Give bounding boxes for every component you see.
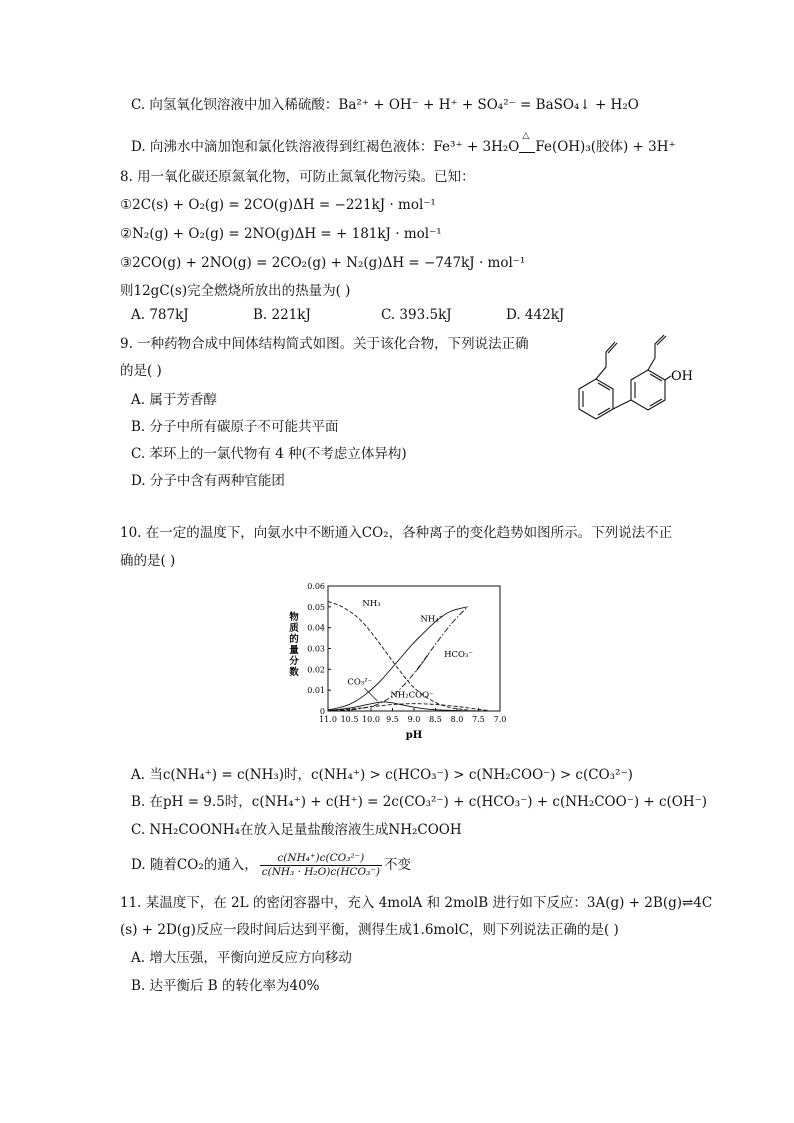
q8-option-b: B. 221kJ: [253, 307, 311, 323]
q7-option-d-text: D. 向沸水中滴加饱和氯化铁溶液得到红褐色液体：Fe³⁺ + 3H₂O: [131, 139, 520, 155]
q11-option-b: B. 达平衡后 B 的转化率为40%: [131, 978, 320, 994]
q10-option-d-text: D. 随着CO₂的通入，: [131, 857, 258, 873]
y-tick-label: 0.01: [307, 686, 325, 696]
q9-option-d: D. 分子中含有两种官能团: [131, 473, 285, 489]
x-tick-label: 7.0: [493, 715, 507, 724]
q8-options: [131, 307, 671, 327]
q9-option-a: A. 属于芳香醇: [131, 392, 217, 408]
q10-chart: [280, 578, 510, 743]
q8-eq1: ①2C(s) + O₂(g) = 2CO(g)ΔH = −221kJ · mol⁻¹: [120, 197, 436, 213]
y-tick-label: 0.02: [307, 665, 325, 675]
fraction-numerator: c(NH₄⁺)c(CO₃²⁻): [260, 852, 382, 866]
q7-heat-arrow: [519, 131, 535, 153]
x-tick-label: 8.5: [429, 715, 442, 724]
x-tick-label: 7.5: [472, 715, 485, 724]
series-label: NH₄⁺: [420, 614, 444, 625]
series-label: CO₃²⁻: [347, 677, 373, 688]
fraction-denominator: c(NH₃ · H₂O)c(HCO₃⁻): [261, 866, 380, 878]
q8-question: 则12gC(s)完全燃烧所放出的热量为( ): [120, 283, 351, 299]
q9-stem-1: 9. 一种药物合成中间体结构简式如图。关于该化合物，下列说法正确: [120, 336, 529, 352]
q10-option-b: B. 在pH = 9.5时，c(NH₄⁺) + c(H⁺) = 2c(CO₃²⁻) + c(HCO₃⁻) + c(NH₂COO⁻) + c(OH⁻): [131, 794, 708, 810]
q8-option-c: C. 393.5kJ: [381, 307, 452, 323]
benzene-ring-left: [579, 379, 613, 419]
y-tick-label: 0.06: [307, 582, 325, 591]
q8-eq2: ②N₂(g) + O₂(g) = 2NO(g)ΔH = + 181kJ · mol⁻¹: [120, 226, 442, 242]
x-tick-label: 9.0: [407, 715, 421, 724]
q7-option-d: [131, 131, 676, 157]
q11-stem-1: 11. 某温度下，在 2L 的密闭容器中，充入 4molA 和 2molB 进行如下反应：3A(g) + 2B(g)⇌4C: [120, 895, 713, 911]
hydroxyl-label: OH: [671, 369, 693, 384]
y-tick-label: 0.05: [307, 602, 325, 612]
series-label: NH₂COO⁻: [390, 690, 434, 701]
q10-stem-1: 10. 在一定的温度下，向氨水中不断通入CO₂，各种离子的变化趋势如图所示。下列说法不正: [120, 525, 673, 541]
q8-stem: 8. 用一氧化碳还原氮氧化物，可防止氮氧化物污染。已知：: [120, 169, 475, 185]
y-tick-label: 0.03: [307, 644, 325, 654]
label-leader: [416, 654, 429, 672]
y-axis-label: 物质的量分数: [289, 612, 299, 678]
x-tick-label: 11.0: [319, 715, 337, 724]
q10-fraction: [260, 852, 382, 879]
q8-option-d: D. 442kJ: [506, 307, 565, 323]
q7-option-c: C. 向氢氧化钡溶液中加入稀硫酸：Ba²⁺ + OH⁻ + H⁺ + SO₄²⁻ = BaSO₄↓ + H₂O: [131, 97, 639, 113]
series-label: HCO₃⁻: [444, 649, 473, 660]
q8-eq3: ③2CO(g) + 2NO(g) = 2CO₂(g) + N₂(g)ΔH = −747kJ · mol⁻¹: [120, 255, 526, 271]
series-label: NH₃: [362, 598, 381, 609]
q10-option-d-end: 不变: [383, 857, 411, 873]
q9-structure-diagram: [565, 330, 705, 430]
q11-stem-2: (s) + 2D(g)反应一段时间后达到平衡，测得生成1.6molC，则下列说法正确的是( ): [120, 922, 619, 938]
q10-option-c: C. NH₂COONH₄在放入足量盐酸溶液生成NH₂COOH: [131, 822, 462, 838]
q7-option-d-product: Fe(OH)₃(胶体) + 3H⁺: [535, 139, 676, 155]
q9-stem-2: 的是( ): [120, 363, 162, 379]
y-tick-label: 0: [319, 707, 325, 716]
x-tick-label: 9.5: [386, 715, 399, 724]
q9-option-b: B. 分子中所有碳原子不可能共平面: [131, 419, 339, 435]
y-tick-label: 0.04: [307, 623, 325, 633]
q11-option-a: A. 增大压强，平衡向逆反应方向移动: [131, 950, 352, 966]
q10-option-a: A. 当c(NH₄⁺) = c(NH₃)时，c(NH₄⁺) > c(HCO₃⁻) > c(NH₂COO⁻) > c(CO₃²⁻): [131, 767, 633, 783]
delta-symbol: △: [522, 131, 530, 141]
x-tick-label: 8.0: [450, 715, 464, 724]
q8-option-a: A. 787kJ: [131, 307, 189, 323]
q9-option-c: C. 苯环上的一氯代物有 4 种(不考虑立体异构): [131, 446, 407, 462]
x-tick-label: 10.0: [362, 715, 380, 724]
allyl-group-left: [596, 342, 615, 379]
q10-stem-2: 确的是( ): [120, 553, 176, 569]
x-tick-label: 10.5: [340, 715, 359, 724]
x-axis-label: pH: [405, 730, 423, 741]
benzene-ring-right: [631, 370, 665, 410]
q10-option-d: [131, 848, 411, 882]
